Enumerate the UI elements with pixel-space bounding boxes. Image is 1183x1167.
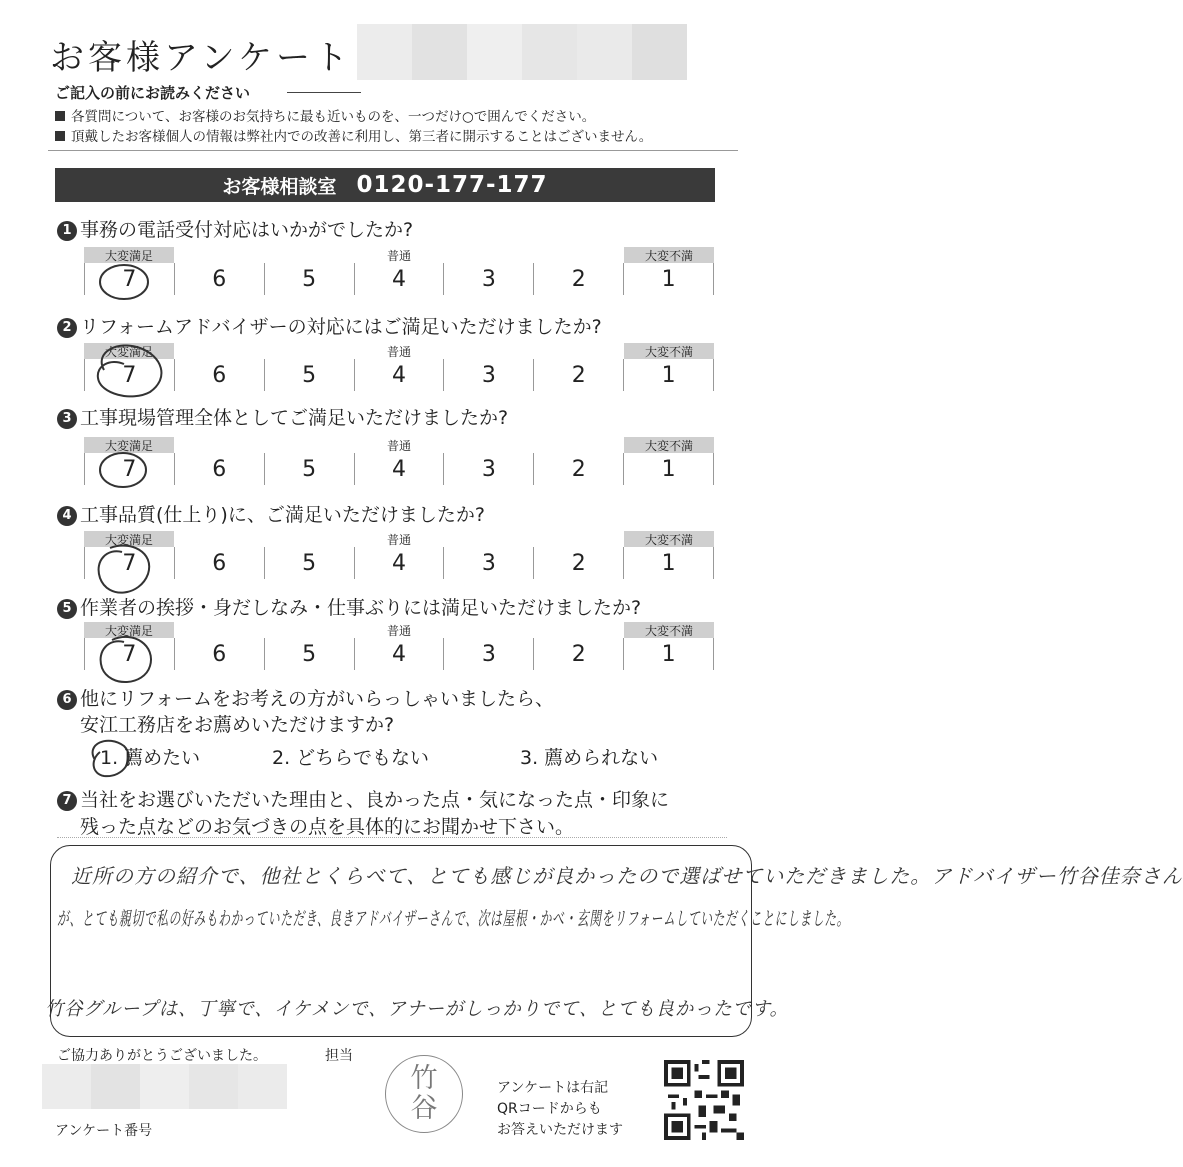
rating-option[interactable]: 3 xyxy=(443,263,533,295)
rating-option[interactable]: 4 xyxy=(354,547,444,579)
rating-option[interactable]: 3 xyxy=(443,638,533,670)
rating-option[interactable]: 6 xyxy=(174,263,264,295)
rating-option[interactable]: 2 xyxy=(533,263,623,295)
recommend-option-2[interactable]: 2. どちらでもない xyxy=(272,747,429,769)
question-1: 1 事務の電話受付対応はいかがでしたか? xyxy=(57,215,413,242)
rating-option[interactable]: 5 xyxy=(264,263,354,295)
divider xyxy=(57,837,727,838)
answer-circle xyxy=(100,453,146,487)
answer-circle xyxy=(98,345,162,396)
rating-option[interactable]: 3 xyxy=(443,359,533,391)
rating-option[interactable]: 2 xyxy=(533,359,623,391)
rating-scale-1: 大変満足 普通 大変不満 7 6 5 4 3 2 1 xyxy=(84,247,714,295)
rating-option[interactable]: 7 xyxy=(84,359,174,391)
rating-option[interactable]: 6 xyxy=(174,638,264,670)
rating-option[interactable]: 5 xyxy=(264,638,354,670)
handwritten-line: 竹谷グループは、丁寧で、イケメンで、アナーがしっかりでて、とても良かったです。 xyxy=(45,998,789,1020)
question-3: 3 工事現場管理全体としてご満足いただけましたか? xyxy=(57,403,508,430)
rating-option[interactable]: 4 xyxy=(354,263,444,295)
rating-option[interactable]: 1 xyxy=(623,547,714,579)
rating-option[interactable]: 2 xyxy=(533,638,623,670)
question-2: 2 リフォームアドバイザーの対応にはご満足いただけましたか? xyxy=(57,312,602,339)
rating-option[interactable]: 6 xyxy=(174,453,264,485)
handwritten-line: 近所の方の紹介で、他社とくらべて、とても感じが良かったので選ばせていただきました。アドバイザー竹谷佳奈さん xyxy=(71,864,1183,888)
rating-option[interactable]: 3 xyxy=(443,453,533,485)
staff-seal-stamp: 竹 谷 xyxy=(385,1055,463,1133)
rating-option[interactable]: 7 xyxy=(84,263,174,295)
rating-option[interactable]: 1 xyxy=(623,453,714,485)
rating-option[interactable]: 7 xyxy=(84,638,174,670)
question-4: 4 工事品質(仕上り)に、ご満足いただけましたか? xyxy=(57,500,485,527)
rating-option[interactable]: 1 xyxy=(623,638,714,670)
rating-option[interactable]: 4 xyxy=(354,453,444,485)
rating-option[interactable]: 3 xyxy=(443,547,533,579)
comment-box[interactable] xyxy=(45,845,1183,1037)
handwritten-line: が、とても親切で私の好みもわかっていただき、良きアドバイザーさんで、次は屋根・かべ・玄関をリフォームしていただくことにしました。 xyxy=(57,908,850,930)
rating-option[interactable]: 4 xyxy=(354,638,444,670)
rating-option[interactable]: 6 xyxy=(174,359,264,391)
answer-circle xyxy=(100,265,148,299)
staff-label: 担当 xyxy=(325,1048,353,1064)
banner-label: お客様相談室 xyxy=(222,175,337,198)
redacted-area xyxy=(42,1064,287,1109)
question-5: 5 作業者の挨拶・身だしなみ・仕事ぶりには満足いただけましたか? xyxy=(57,593,641,620)
note-1: 各質問について、お客様のお気持ちに最も近いものを、一つだけ○で囲んでください。 xyxy=(55,105,595,125)
rating-option[interactable]: 1 xyxy=(623,263,714,295)
recommend-option-3[interactable]: 3. 薦められない xyxy=(520,747,659,769)
read-first-heading: ご記入の前にお読みください xyxy=(55,84,251,102)
answer-circle xyxy=(101,637,151,682)
rating-option[interactable]: 2 xyxy=(533,453,623,485)
thanks-text: ご協力ありがとうございました。 xyxy=(57,1048,267,1064)
rating-scale-4: 大変満足 普通 大変不満 7 6 5 4 3 2 1 xyxy=(84,531,714,579)
rating-option[interactable]: 7 xyxy=(84,547,174,579)
rating-scale-5: 大変満足 普通 大変不満 7 6 5 4 3 2 1 xyxy=(84,622,714,670)
rating-option[interactable]: 1 xyxy=(623,359,714,391)
qr-code-icon[interactable] xyxy=(664,1060,744,1140)
survey-number-label: アンケート番号 xyxy=(55,1123,153,1139)
answer-circle xyxy=(99,546,150,593)
rating-option[interactable]: 5 xyxy=(264,453,354,485)
note-2: 頂戴したお客様個人の情報は弊社内での改善に利用し、第三者に開示することはございません。 xyxy=(55,125,652,145)
question-7: 7 当社をお選びいただいた理由と、良かった点・気になった点・印象に xyxy=(57,785,669,812)
survey-title: お客様アンケート xyxy=(50,38,352,78)
question-6: 6 他にリフォームをお考えの方がいらっしゃいましたら、 xyxy=(57,684,554,711)
rating-option[interactable]: 5 xyxy=(264,547,354,579)
phone-number: 0120-177-177 xyxy=(356,172,548,198)
rating-option[interactable]: 7 xyxy=(84,453,174,485)
rating-option[interactable]: 4 xyxy=(354,359,444,391)
qr-instructions: アンケートは右記 QRコードからも お答えいただけます xyxy=(497,1080,623,1138)
rating-option[interactable]: 5 xyxy=(264,359,354,391)
question-6-line2: 安江工務店をお薦めいただけますか? xyxy=(80,714,395,736)
rating-option[interactable]: 2 xyxy=(533,547,623,579)
rating-scale-3: 大変満足 普通 大変不満 7 6 5 4 3 2 1 xyxy=(84,437,714,485)
rating-scale-2: 大変満足 普通 大変不満 7 6 5 4 3 2 1 xyxy=(84,343,714,391)
recommend-option-1[interactable]: 1. 薦めたい xyxy=(100,747,201,769)
question-7-line2: 残った点などのお気づきの点を具体的にお聞かせ下さい。 xyxy=(80,816,575,838)
rating-option[interactable]: 6 xyxy=(174,547,264,579)
